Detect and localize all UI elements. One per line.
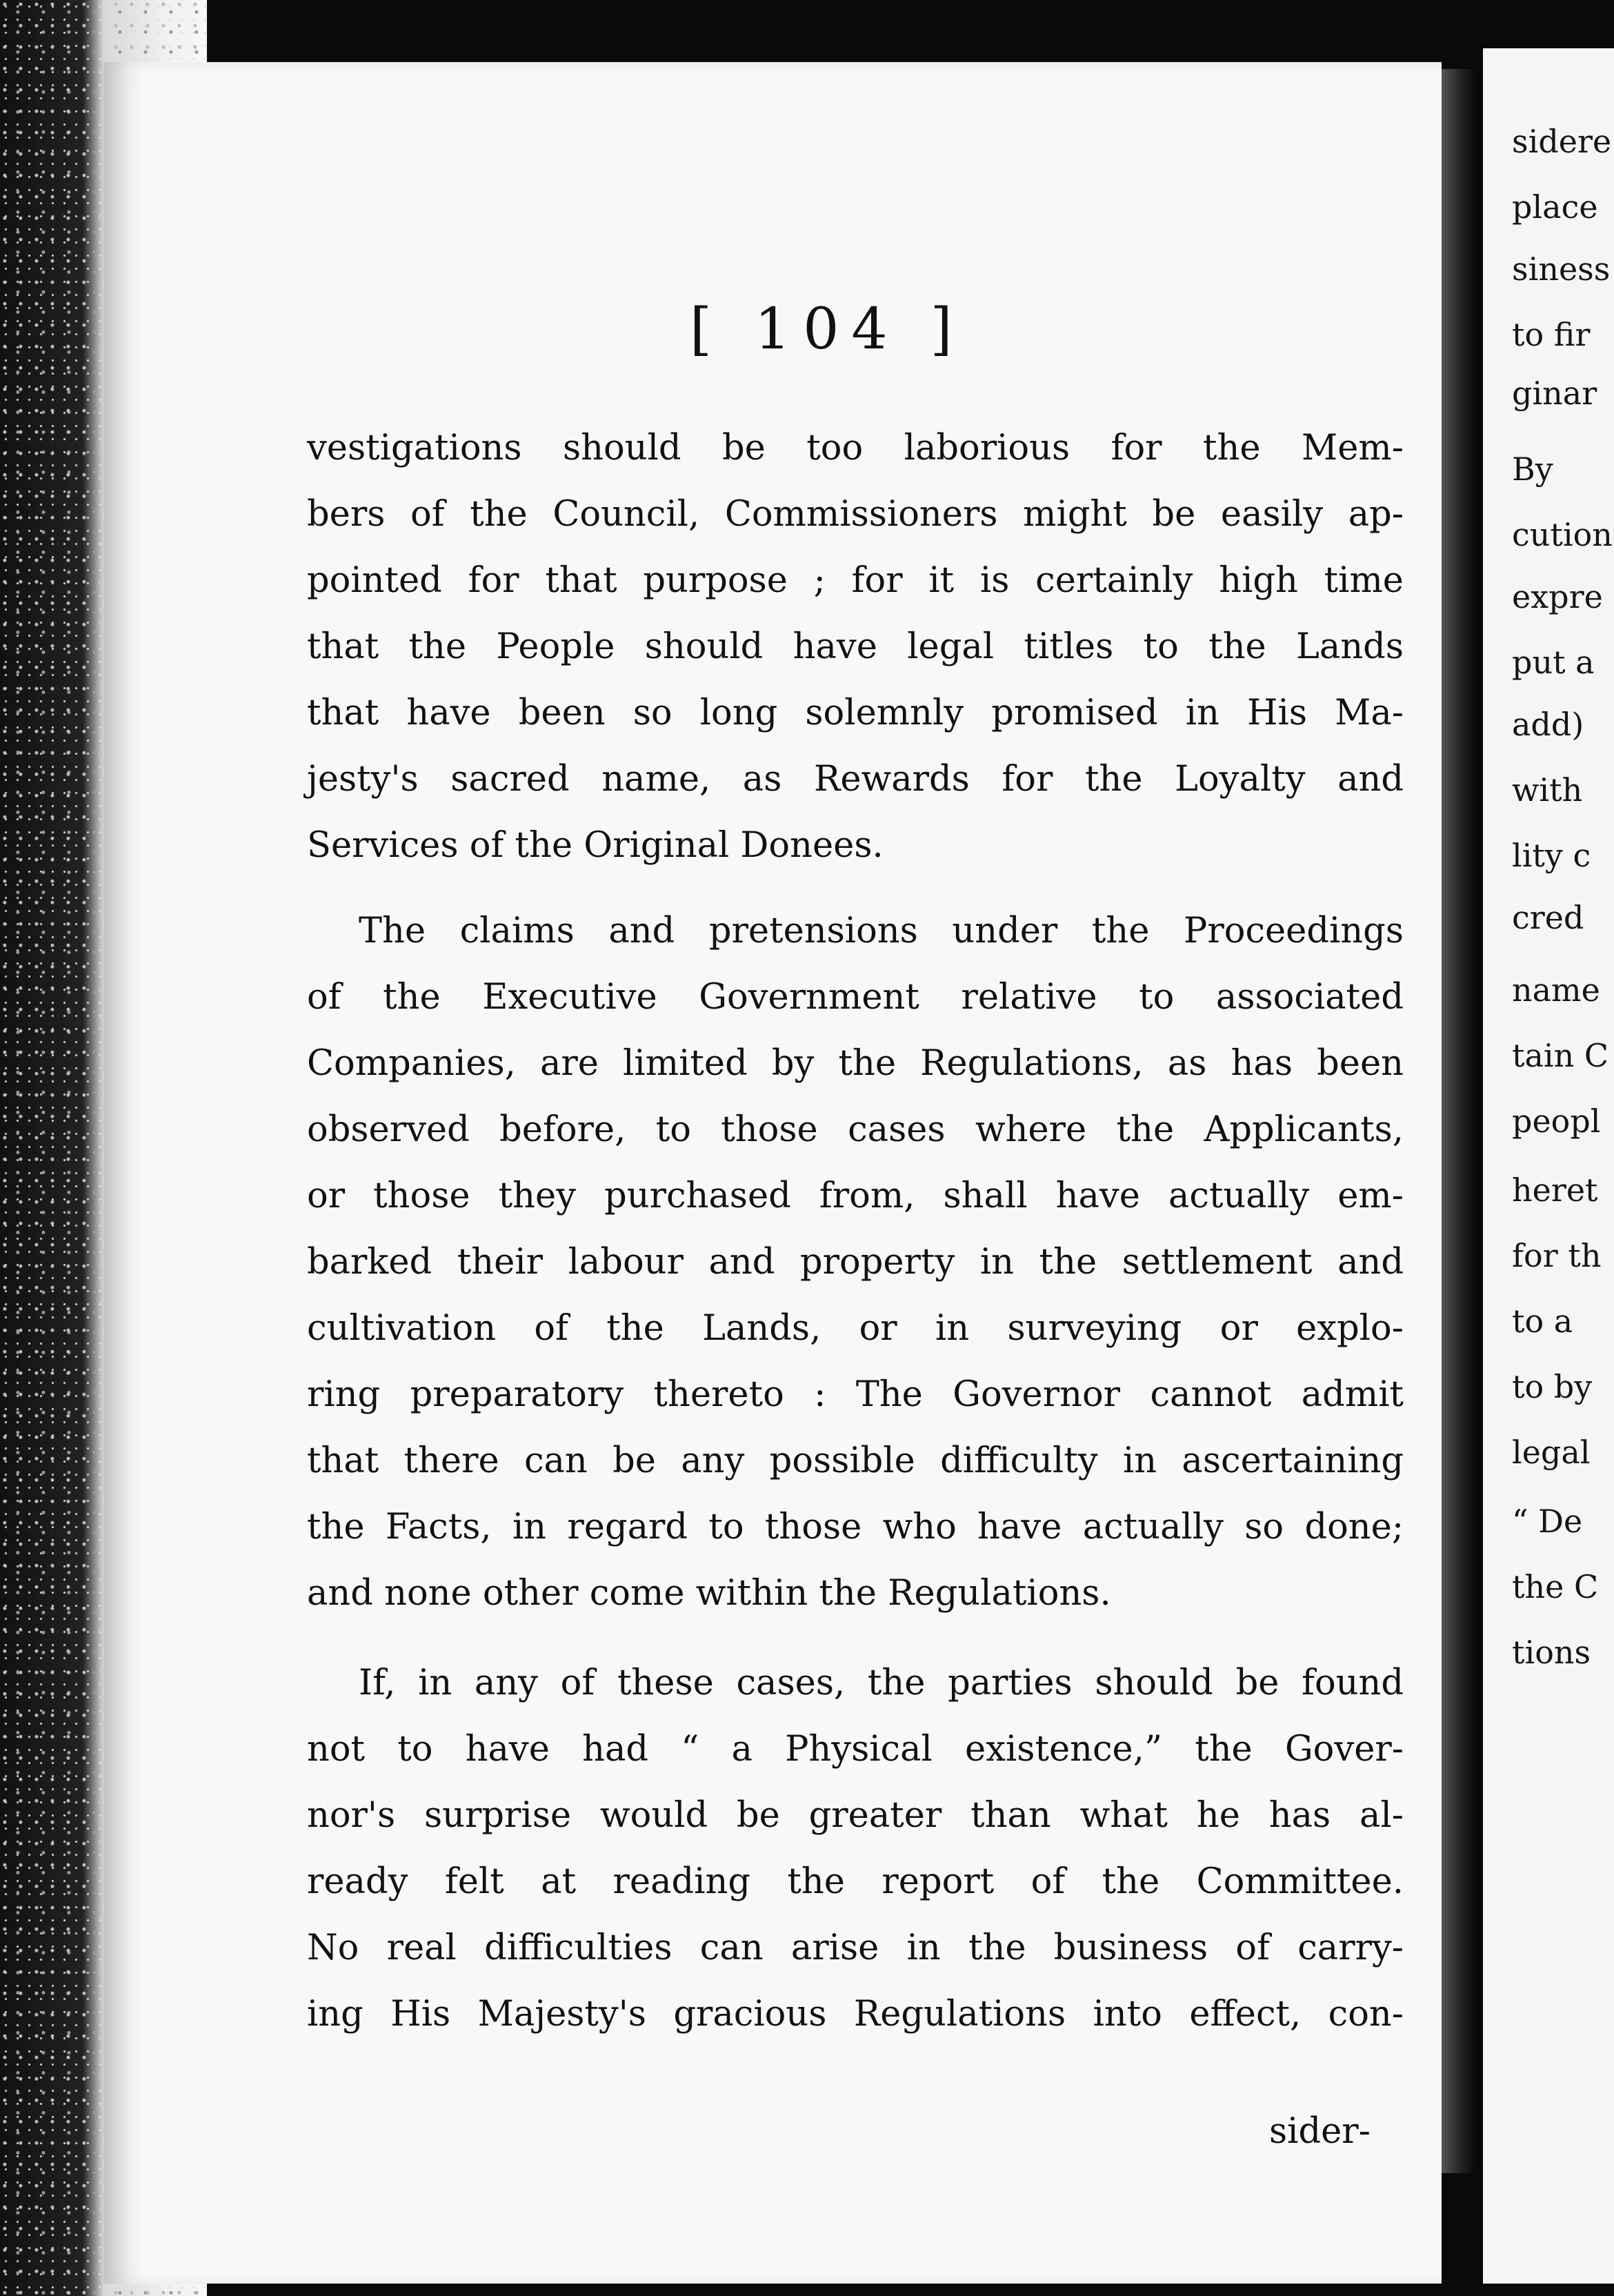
facing-line: By: [1512, 451, 1553, 488]
page-edge-shadow: [1442, 69, 1475, 2173]
facing-line: put a: [1512, 644, 1595, 681]
facing-line: for th: [1512, 1237, 1602, 1274]
page-number-header: [ 104 ]: [690, 297, 965, 362]
text-line: or those they purchased from, shall have actually em-: [307, 1176, 1404, 1216]
facing-line: “ De: [1512, 1503, 1583, 1540]
text-line: barked their labour and property in the settlement and: [307, 1242, 1404, 1283]
facing-line: siness: [1512, 250, 1611, 288]
facing-line: lity c: [1512, 837, 1591, 874]
facing-line: the C: [1512, 1568, 1599, 1605]
facing-line: to by: [1512, 1368, 1593, 1405]
text-line: Services of the Original Donees.: [307, 825, 884, 866]
facing-line: to fir: [1512, 316, 1591, 353]
facing-line: peopl: [1512, 1102, 1601, 1140]
text-line: bers of the Council, Commissioners might be easily ap-: [307, 494, 1404, 535]
facing-line: sidere: [1512, 123, 1612, 160]
text-line: nor's surprise would be greater than what he has al-: [307, 1795, 1404, 1836]
text-line: ing His Majesty's gracious Regulations into effect, con-: [307, 1994, 1404, 2035]
facing-line: place: [1512, 188, 1598, 226]
catchword: sider-: [1269, 2111, 1371, 2152]
text-line: that the People should have legal titles to the Lands: [307, 626, 1404, 667]
facing-line: heret: [1512, 1171, 1598, 1209]
facing-line: ginar: [1512, 375, 1597, 412]
text-line: No real difficulties can arise in the business of carry-: [307, 1928, 1404, 1968]
facing-line: cred: [1512, 899, 1584, 936]
text-line: pointed for that purpose ; for it is certainly high time: [307, 560, 1404, 601]
facing-line: to a: [1512, 1303, 1573, 1340]
text-line: that there can be any possible difficulty in ascertaining: [307, 1441, 1404, 1481]
facing-line: tions: [1512, 1634, 1591, 1671]
facing-line: name: [1512, 971, 1600, 1009]
text-line: cultivation of the Lands, or in surveying or explo-: [307, 1308, 1404, 1349]
facing-line: with: [1512, 771, 1583, 809]
text-line: ready felt at reading the report of the Committee.: [307, 1861, 1404, 1902]
facing-line: cution: [1512, 516, 1613, 553]
facing-line: expre: [1512, 578, 1603, 615]
text-line: If, in any of these cases, the parties should be found: [359, 1663, 1404, 1703]
text-line: observed before, to those cases where the Applicants,: [307, 1109, 1404, 1150]
text-line: not to have had “ a Physical existence,” the Gover-: [307, 1729, 1404, 1770]
text-line: ring preparatory thereto : The Governor cannot admit: [307, 1374, 1404, 1415]
text-line: vestigations should be too laborious for the Mem-: [307, 428, 1404, 468]
facing-line: tain C: [1512, 1037, 1609, 1074]
facing-line: legal: [1512, 1434, 1591, 1471]
text-line: of the Executive Government relative to associated: [307, 977, 1404, 1018]
text-line: jesty's sacred name, as Rewards for the Loyalty and: [307, 759, 1404, 800]
facing-page: [1483, 48, 1614, 2284]
text-line: the Facts, in regard to those who have actually so done;: [307, 1507, 1404, 1547]
text-line: that have been so long solemnly promised in His Ma-: [307, 693, 1404, 733]
facing-line: add): [1512, 706, 1584, 743]
text-line: The claims and pretensions under the Proceedings: [359, 911, 1404, 951]
text-line: and none other come within the Regulations.: [307, 1573, 1111, 1614]
text-line: Companies, are limited by the Regulations, as has been: [307, 1043, 1404, 1084]
